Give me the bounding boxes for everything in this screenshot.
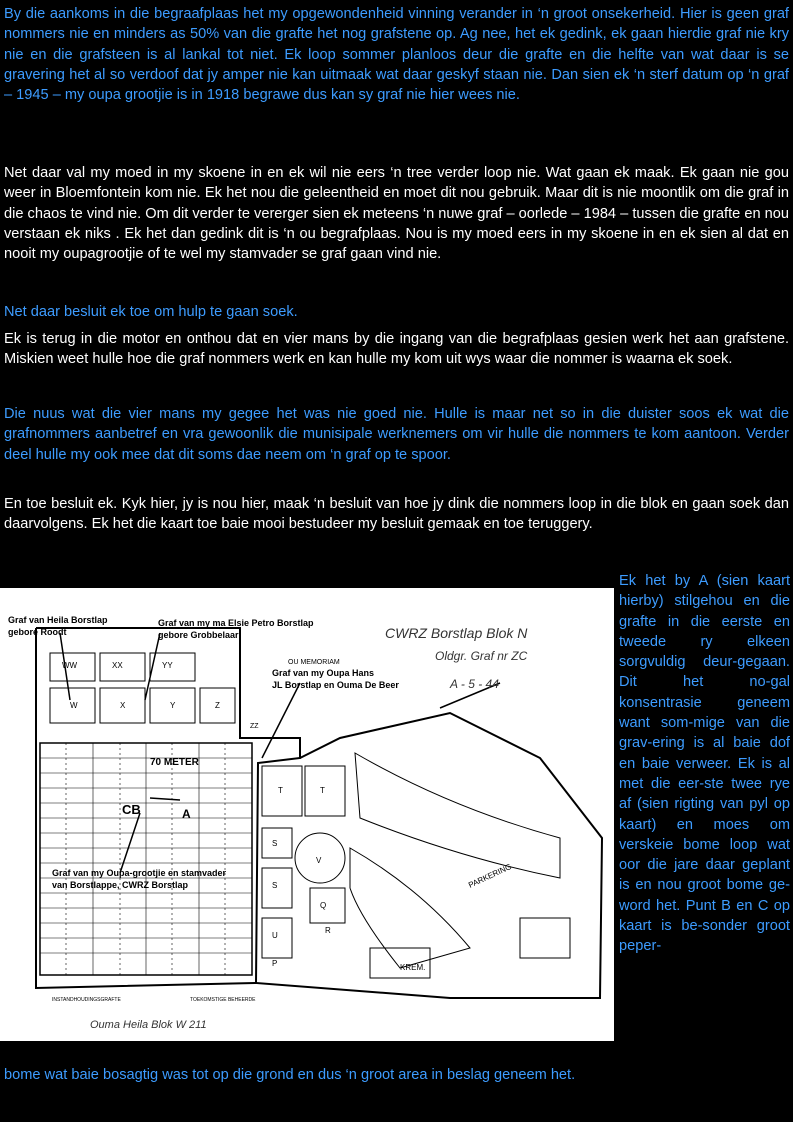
map-block-y: Y xyxy=(170,701,176,710)
paragraph-4: Ek is terug in die motor en onthou dat en vier mans by die ingang van die begrafplaas gesien werk het aan grafstene. Miskien weet hulle hoe die graf nommers werk en kan hulle my kom uit wys waar die nommer is waarna ek soek. xyxy=(4,331,789,368)
map-block-s2: S xyxy=(272,881,278,890)
map-label-oupa: Graf van my Oupa Hans xyxy=(272,668,375,678)
map-label-ma-2: gebore Grobbelaar xyxy=(158,630,239,640)
map-block-s1: S xyxy=(272,839,278,848)
map-block-ww: WW xyxy=(62,661,78,670)
map-legend-2: TOEKOMSTIGE BEHEERDE xyxy=(190,997,256,1003)
map-block-xx: XX xyxy=(112,661,123,670)
map-block-yy: YY xyxy=(162,661,173,670)
map-label-parkering: PARKERING xyxy=(467,861,514,890)
map-label-krem: KREM. xyxy=(400,963,426,972)
paragraph-5: Die nuus wat die vier mans my gegee het was nie goed nie. Hulle is maar net so in die duister soos ek wat die grafnommers aanbetref en vra gewoonlik die munisipale werknemers om vir hulle die nommers te kom aantoon. Verder deel hulle my ook mee dat dit soms dae neem om ‘n graf op te spoor. xyxy=(4,406,789,463)
paragraph-3: Net daar besluit ek toe om hulp te gaan soek. xyxy=(4,304,298,320)
map-block-v: V xyxy=(316,856,322,865)
cemetery-map-drawing xyxy=(0,588,614,1041)
paragraph-6: En toe besluit ek. Kyk hier, jy is nou hier, maak ‘n besluit van hoe jy dink die nommers loop in die blok en gaan soek dan daarvolgens. Ek het die kaart toe baie mooi bestudeer my besluit gemaak en toe teruggery. xyxy=(4,496,789,533)
map-block-t1: T xyxy=(278,786,283,795)
tail-paragraph: bome wat baie bosagtig was tot op die grond en dus ‘n groot area in beslag geneem het. xyxy=(4,1067,576,1083)
map-label-oupa-2: JL Borstlap en Ouma De Beer xyxy=(272,680,399,690)
map-label-heila-2: gebore Roodt xyxy=(8,627,67,637)
map-label-a: A xyxy=(182,807,191,821)
map-label-memoriam: OU MEMORIAM xyxy=(288,659,340,666)
map-block-w: W xyxy=(70,701,78,710)
map-label-ma: Graf van my ma Elsie Petro Borstlap xyxy=(158,618,314,628)
map-label-cb: CB xyxy=(122,802,141,817)
map-block-u: U xyxy=(272,931,278,940)
map-handwriting-2: Oldgr. Graf nr ZC xyxy=(435,649,528,663)
cemetery-map xyxy=(0,588,614,1041)
map-legend-1: INSTANDHOUDINGSGRAFTE xyxy=(52,997,121,1003)
side-paragraph: Ek het by A (sien kaart hierby) stilgehou en die grafte in die eerste en tweede ry elkeen sorgvuldig deur-gegaan. Dit het no-gal konsentrasie geneem want som-mige van die grav-ering is al baie dof en baie verweer. Ek is al met die eer-ste twee rye af (sien rigting van pyl op kaart) en moes om verskeie bome loop wat oor die jare daar geplant is en nou groot bome ge-word het. Punt B en C op kaart is be-sonder groot peper- xyxy=(619,573,790,955)
map-block-z: Z xyxy=(215,701,220,710)
map-label-stamvader: Graf van my Oupa-grootjie en stamvader xyxy=(52,868,227,878)
map-block-t2: T xyxy=(320,786,325,795)
map-block-q: Q xyxy=(320,901,327,910)
map-block-x: X xyxy=(120,701,126,710)
map-label-stamvader-2: van Borstlappe, CWRZ Borstlap xyxy=(52,880,189,890)
map-handwriting-bottom: Ouma Heila Blok W 211 xyxy=(90,1019,207,1031)
map-block-p: P xyxy=(272,959,278,968)
paragraph-1: By die aankoms in die begraafplaas het my opgewondenheid vinning verander in ‘n groot onsekerheid. Hier is geen graf nommers nie en minders as 50% van die grafte het nog grafstene op. Ag nee, het ek gedink, ek gaan hierdie graf nie kry nie en die grafsteen is al lankal tot niet. Ek loop sommer planloos deur die grafte en die helfte van wat daar is se gravering het al so verdoof dat jy amper nie kan uitmaak wat daar geskyf staan nie. Dan sien ek ‘n sterf datum op ‘n graf – 1945 – my oupa grootjie is in 1918 begrawe dus kan sy graf nie hier wees nie. xyxy=(4,6,789,104)
map-handwriting-1: CWRZ Borstlap Blok N xyxy=(385,625,528,641)
map-block-zz: ZZ xyxy=(250,723,259,730)
map-block-r: R xyxy=(325,926,331,935)
map-label-heila: Graf van Heila Borstlap xyxy=(8,615,108,625)
map-handwriting-3: A - 5 - 44 xyxy=(450,677,499,691)
map-label-meter: 70 METER xyxy=(150,757,199,768)
paragraph-2: Net daar val my moed in my skoene in en ek wil nie eers ‘n tree verder loop nie. Wat gaan ek maak. Ek gaan nie gou weer in Bloemfontein kom nie. Ek het nou die geleentheid en moet dit nou gebruik. Maar dit is nie moontlik om die graf in die chaos te vind nie. Om dit verder te vererger sien ek meteens ‘n nuwe graf – oorlede – 1984 – tussen die grafte en nou verstaan ek niks . Ek het dan gedink dit is ‘n ou begrafplaas. Nou is my moed eers in my skoene in en ek sien al dat en nooit my oupagrootjie of te wel my stamvader se graf gaan vind nie. xyxy=(4,165,789,263)
